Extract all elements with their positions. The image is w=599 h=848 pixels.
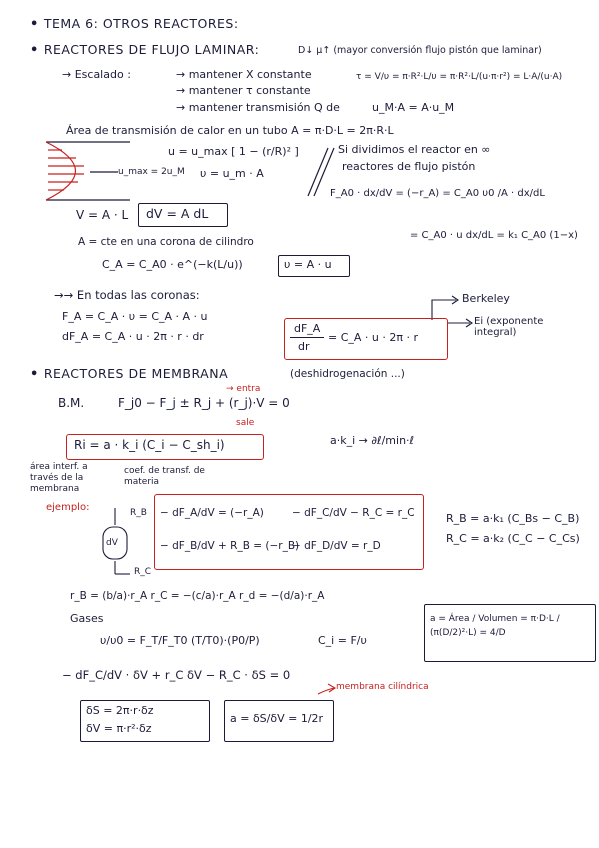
umax-label: u_max = 2u_M xyxy=(118,167,185,177)
dV-label: dV xyxy=(106,538,118,548)
a-cyl-equation: a = δS/δV = 1/2r xyxy=(230,712,324,725)
example-equations-box xyxy=(154,494,424,570)
sale-note: sale xyxy=(236,418,255,428)
dFA-equation: dF_A = C_A · u · 2π · r · dr xyxy=(62,330,204,343)
dFA-box-denominator: dr xyxy=(298,340,310,353)
escalado-label: → Escalado : xyxy=(62,68,131,81)
laminar-heading: • REACTORES DE FLUJO LAMINAR: xyxy=(30,42,260,58)
corona-text: A = cte en una corona de cilindro xyxy=(78,236,254,248)
velocity-profile-equation: u = u_max [ 1 − (r/R)² ] xyxy=(168,145,299,158)
uA-equation: u_M·A = A·u_M xyxy=(372,101,455,114)
dS-equation: δS = 2π·r·δz xyxy=(86,704,154,717)
area-transmission-text: Área de transmisión de calor en un tubo A = π·D·L = 2π·R·L xyxy=(66,124,394,137)
ri-note: a·k_i → ∂ℓ/min·ℓ xyxy=(330,434,415,447)
tau-equation: τ = V/υ = π·R²·L/υ = π·R²·L/(u·π·r²) = L·A/(u·A) xyxy=(356,72,563,82)
FA-equation: F_A = C_A · υ = C_A · A · u xyxy=(62,310,208,323)
fraction-bar xyxy=(290,337,324,338)
escalado-item-1: → mantener X constante xyxy=(176,68,312,81)
membrana-arrow-icon xyxy=(318,684,335,694)
bullet-icon: • xyxy=(30,367,44,382)
dV-cyl-equation: δV = π·r²·δz xyxy=(86,722,152,735)
gases-label: Gases xyxy=(70,612,104,625)
bullet-icon: • xyxy=(30,43,44,58)
example-eq-3: − dF_B/dV + R_B = (−r_B) xyxy=(160,540,300,552)
bullet-icon: • xyxy=(30,17,44,32)
coef-transf-note: coef. de transf. de materia xyxy=(124,466,205,487)
RC-equation: R_C = a·k₂ (C_C − C_Cs) xyxy=(446,532,580,545)
balance-equation: − dF_C/dV · δV + r_C δV − R_C · δS = 0 xyxy=(62,668,291,682)
membrana-cilindrica-note: membrana cilíndrica xyxy=(336,682,429,692)
bm-equation: F_j0 − F_j ± R_j + (r_j)·V = 0 xyxy=(118,396,290,410)
berkeley-note: Berkeley xyxy=(462,292,510,305)
laminar-heading-note: D↓ μ↑ (mayor conversión flujo pistón que laminar) xyxy=(298,45,542,56)
bm-label: B.M. xyxy=(58,396,85,410)
pfr-equation-1: F_A0 · dx/dV = (−r_A) = C_A0 υ0 /A · dx/dL xyxy=(330,188,545,199)
pfr-equation-2: = C_A0 · u dx/dL = k₁ C_A0 (1−x) xyxy=(410,230,578,241)
dFA-box-rhs: = C_A · u · 2π · r xyxy=(328,331,419,344)
Ci-equation: C_i = F/υ xyxy=(318,634,367,647)
rc-label: R_C xyxy=(134,567,152,577)
ejemplo-label: ejemplo: xyxy=(46,502,90,513)
rb-label: R_B xyxy=(130,508,147,518)
escalado-item-3: → mantener transmisión Q de xyxy=(176,101,340,114)
nu-equation: υ = A · u xyxy=(284,258,332,271)
dV-equation: dV = A dL xyxy=(146,206,209,221)
RB-equation: R_B = a·k₁ (C_Bs − C_B) xyxy=(446,512,580,525)
divide-reactor-text: Si dividimos el reactor en ∞ xyxy=(338,143,491,156)
membrane-heading: • REACTORES DE MEMBRANA xyxy=(30,366,229,382)
page-title: • TEMA 6: OTROS REACTORES: xyxy=(30,16,239,32)
membrane-heading-note: (deshidrogenación ...) xyxy=(290,368,405,380)
gas-equation: υ/υ0 = F_T/F_T0 (T/T0)·(P0/P) xyxy=(100,634,260,647)
divide-reactor-text-2: reactores de flujo pistón xyxy=(342,160,476,173)
CA-equation: C_A = C_A0 · e^(−k(L/u)) xyxy=(102,258,243,271)
ri-equation: Ri = a · k_i (C_i − C_sh_i) xyxy=(74,438,225,452)
a-ratio-equation: a = Área / Volumen = π·D·L / (π(D/2)²·L) = 4/D xyxy=(430,614,560,638)
ei-note: Ei (exponente integral) xyxy=(474,316,544,338)
entra-note: → entra xyxy=(226,384,261,394)
example-eq-4: − dF_D/dV = r_D xyxy=(292,540,381,552)
flow-equation: υ = u_m · A xyxy=(200,167,264,180)
stoichiometry-equations: r_B = (b/a)·r_A r_C = −(c/a)·r_A r_d = −(d/a)·r_A xyxy=(70,590,325,602)
dFA-box-numerator: dF_A xyxy=(294,322,321,335)
escalado-item-2: → mantener τ constante xyxy=(176,84,311,97)
area-interf-note: área interf. a través de la membrana xyxy=(30,462,88,494)
volume-equation: V = A · L xyxy=(76,208,129,222)
todas-coronas-text: →→ En todas las coronas: xyxy=(54,288,200,302)
example-eq-1: − dF_A/dV = (−r_A) xyxy=(160,507,264,519)
example-eq-2: − dF_C/dV − R_C = r_C xyxy=(292,507,415,519)
